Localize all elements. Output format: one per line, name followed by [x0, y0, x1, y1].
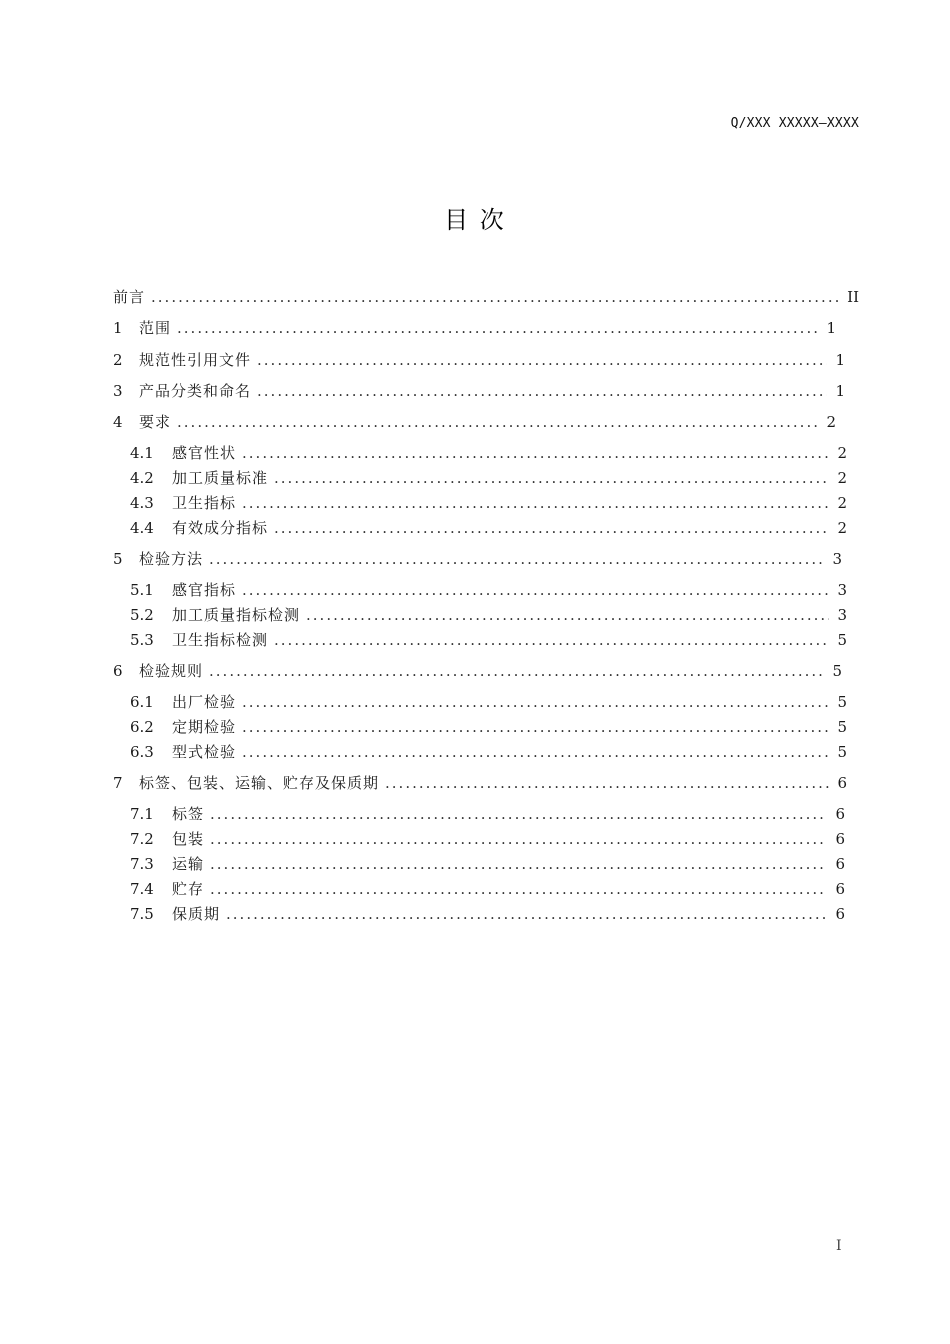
- toc-leader-dots: [242, 492, 829, 514]
- toc-entry-page: 6: [835, 805, 845, 823]
- toc-entry-text: 产品分类和命名: [139, 382, 252, 400]
- toc-entry-number: 4.1: [130, 444, 154, 462]
- toc-entry-number: 2: [113, 351, 123, 369]
- toc-entry-number: 7.5: [130, 905, 154, 923]
- toc-entry[interactable]: [113, 548, 842, 570]
- toc-entry-page: 1: [835, 351, 845, 369]
- toc-entry[interactable]: [113, 660, 842, 682]
- toc-entry-page: 6: [835, 905, 845, 923]
- toc-entry-number: 6.2: [130, 718, 154, 736]
- toc-entry-number: 4: [113, 413, 123, 431]
- toc-leader-dots: [242, 691, 829, 713]
- toc-leader-dots: [257, 349, 827, 371]
- toc-entry-page: 5: [837, 718, 847, 736]
- toc-entry-text: 定期检验: [172, 718, 237, 736]
- toc-leader-dots: [257, 380, 827, 402]
- toc-entry-number: 7.1: [130, 805, 154, 823]
- toc-leader-dots: [274, 467, 829, 489]
- toc-entry-text: 检验方法: [139, 550, 204, 568]
- toc-leader-dots: [242, 442, 829, 464]
- toc-entry[interactable]: [113, 772, 847, 794]
- toc-entry-page: 2: [826, 413, 836, 431]
- toc-entry-text: 标签: [172, 805, 205, 823]
- toc-leader-dots: [242, 716, 829, 738]
- toc-leader-dots: [177, 411, 818, 433]
- toc-entry-page: 2: [837, 494, 847, 512]
- toc-entry-page: 5: [832, 662, 842, 680]
- toc-entry[interactable]: [130, 716, 847, 738]
- toc-entry-text: 标签、包装、运输、贮存及保质期: [139, 774, 380, 792]
- toc-leader-dots: [210, 803, 827, 825]
- toc-entry-page: 2: [837, 444, 847, 462]
- toc-entry-text: 出厂检验: [172, 693, 237, 711]
- toc-leader-dots: [385, 772, 829, 794]
- toc-entry-text: 型式检验: [172, 743, 237, 761]
- toc-leader-dots: [209, 660, 824, 682]
- toc-entry-number: 7.2: [130, 830, 154, 848]
- document-code: Q/XXX XXXXX—XXXX: [730, 116, 859, 131]
- toc-leader-dots: [306, 604, 829, 626]
- toc-entry-page: 5: [837, 631, 847, 649]
- toc-entry-text: 感官指标: [172, 581, 237, 599]
- toc-entry[interactable]: [130, 517, 847, 539]
- page-number: I: [836, 1238, 842, 1254]
- toc-entry-page: 3: [837, 606, 847, 624]
- toc-leader-dots: [274, 629, 829, 651]
- toc-entry-page: 6: [837, 774, 847, 792]
- toc-entry-page: 2: [837, 519, 847, 537]
- toc-entry-number: 4.2: [130, 469, 154, 487]
- toc-entry[interactable]: [130, 492, 847, 514]
- toc-leader-dots: [274, 517, 829, 539]
- toc-entry-number: 3: [113, 382, 123, 400]
- toc-entry[interactable]: [130, 467, 847, 489]
- toc-leader-dots: [209, 548, 824, 570]
- toc-entry-number: 6.3: [130, 743, 154, 761]
- toc-entry[interactable]: [113, 380, 845, 402]
- toc-entry-number: 6: [113, 662, 123, 680]
- toc-entry-number: 7: [113, 774, 123, 792]
- toc-entry[interactable]: [130, 803, 845, 825]
- toc-entry[interactable]: [130, 828, 845, 850]
- toc-leader-dots: [242, 579, 829, 601]
- toc-entry-page: 3: [832, 550, 842, 568]
- toc-entry-text: 有效成分指标: [172, 519, 269, 537]
- toc-entry[interactable]: [130, 442, 847, 464]
- toc-entry-page: 6: [835, 830, 845, 848]
- toc-entry-number: 7.3: [130, 855, 154, 873]
- toc-entry[interactable]: [113, 286, 859, 308]
- toc-entry-text: 要求: [139, 413, 172, 431]
- toc-entry-number: 4.3: [130, 494, 154, 512]
- toc-entry-text: 卫生指标: [172, 494, 237, 512]
- toc-entry-page: II: [847, 288, 859, 306]
- toc-entry-page: 2: [837, 469, 847, 487]
- toc-entry-page: 1: [826, 319, 836, 337]
- toc-entry-text: 加工质量指标检测: [172, 606, 301, 624]
- toc-entry-text: 范围: [139, 319, 172, 337]
- toc-entry[interactable]: [130, 741, 847, 763]
- toc-entry-number: 5.2: [130, 606, 154, 624]
- toc-leader-dots: [210, 828, 827, 850]
- toc-entry[interactable]: [130, 903, 845, 925]
- toc-entry[interactable]: [130, 878, 845, 900]
- toc-entry-number: 7.4: [130, 880, 154, 898]
- toc-entry-number: 5.1: [130, 581, 154, 599]
- toc-entry[interactable]: [113, 317, 836, 339]
- toc-entry-text: 运输: [172, 855, 205, 873]
- toc-entry-number: 1: [113, 319, 123, 337]
- toc-leader-dots: [210, 878, 827, 900]
- toc-entry-text: 加工质量标准: [172, 469, 269, 487]
- toc-leader-dots: [210, 853, 827, 875]
- toc-leader-dots: [151, 286, 839, 308]
- toc-entry[interactable]: [113, 411, 836, 433]
- toc-title: 目 次: [444, 206, 506, 234]
- toc-entry-page: 5: [837, 693, 847, 711]
- toc-entry-number: 6.1: [130, 693, 154, 711]
- toc-entry-text: 保质期: [172, 905, 221, 923]
- toc-leader-dots: [242, 741, 829, 763]
- toc-entry-text: 检验规则: [139, 662, 204, 680]
- toc-entry-text: 前言: [113, 288, 146, 306]
- toc-entry[interactable]: [113, 349, 845, 371]
- toc-entry-text: 卫生指标检测: [172, 631, 269, 649]
- toc-entry-page: 6: [835, 855, 845, 873]
- toc-entry-number: 5.3: [130, 631, 154, 649]
- toc-entry-number: 4.4: [130, 519, 154, 537]
- toc-leader-dots: [177, 317, 818, 339]
- toc-entry-text: 感官性状: [172, 444, 237, 462]
- toc-entry[interactable]: [130, 604, 847, 626]
- toc-leader-dots: [226, 903, 827, 925]
- toc-entry-text: 贮存: [172, 880, 205, 898]
- toc-entry[interactable]: [130, 579, 847, 601]
- toc-entry-number: 5: [113, 550, 123, 568]
- toc-entry-text: 规范性引用文件: [139, 351, 252, 369]
- toc-entry-page: 5: [837, 743, 847, 761]
- toc-entry[interactable]: [130, 691, 847, 713]
- toc-entry[interactable]: [130, 853, 845, 875]
- toc-entry-page: 1: [835, 382, 845, 400]
- toc-entry-text: 包装: [172, 830, 205, 848]
- toc-entry[interactable]: [130, 629, 847, 651]
- toc-entry-page: 3: [837, 581, 847, 599]
- toc-entry-page: 6: [835, 880, 845, 898]
